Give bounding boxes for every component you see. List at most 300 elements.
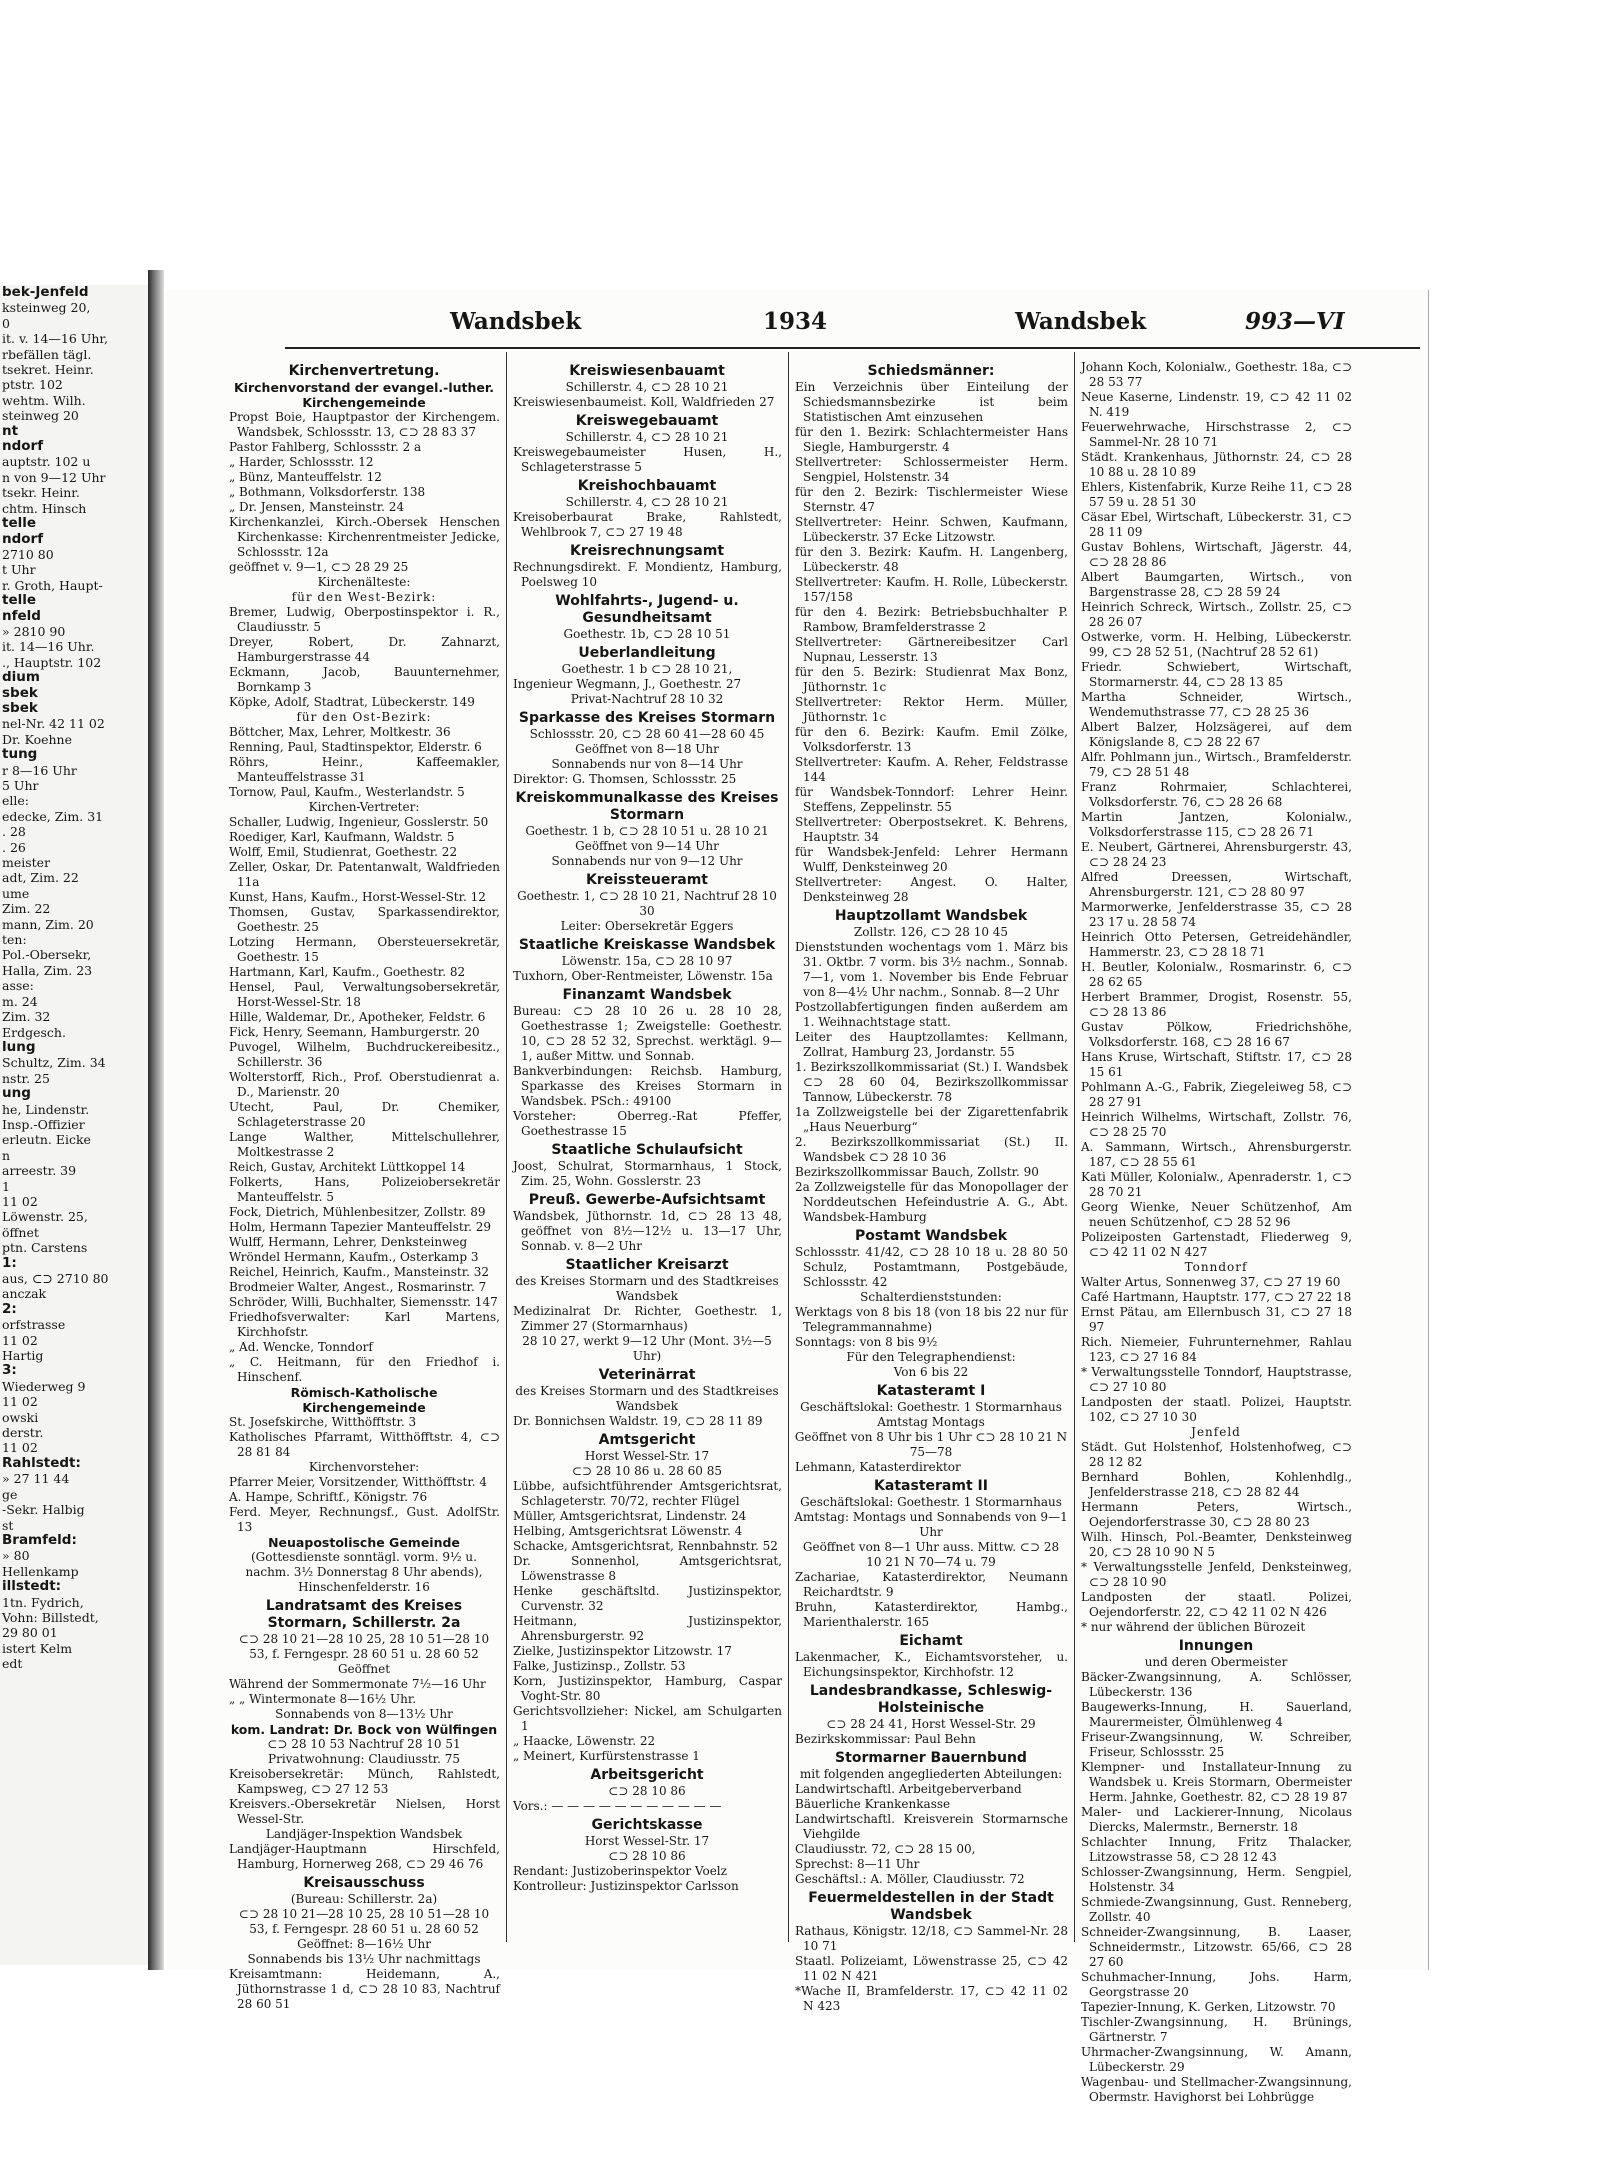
directory-entry: Heinrich Wilhelms, Wirtschaft, Zollstr. 76, ⊂⊃ 28 25 70 xyxy=(1081,1110,1352,1139)
previous-page-line: » 2810 90 xyxy=(2,623,66,639)
directory-entry: Klempner- und Installateur-Innung zu Wandsbek u. Kreis Stormarn, Obermeister Herm. Jahnke, Goethestr. 82, ⊂⊃ 28 19 87 xyxy=(1081,1760,1352,1804)
directory-entry: Landwirtschaftl. Arbeitgeberverband xyxy=(795,1782,1022,1796)
previous-page-line: Wiederweg 9 xyxy=(2,1378,86,1394)
centered-line: Kirchen-Vertreter: xyxy=(308,800,420,814)
previous-page-line: st xyxy=(2,1517,14,1533)
directory-entry: Tornow, Paul, Kaufm., Westerlandstr. 5 xyxy=(229,785,465,799)
directory-entry: Rendant: Justizoberinspektor Voelz xyxy=(513,1864,727,1878)
directory-entry: Postzollabfertigungen finden außerdem am 1. Weihnachtstage statt. xyxy=(795,1000,1068,1029)
section-heading: Kreisausschuss xyxy=(303,1875,425,1891)
centered-line: Sonnabends nur von 9—12 Uhr xyxy=(551,854,743,868)
directory-entry: Böttcher, Max, Lehrer, Moltkestr. 36 xyxy=(229,725,451,739)
directory-entry: Martha Schneider, Wirtsch., Wendemuthstrasse 77, ⊂⊃ 28 25 36 xyxy=(1081,690,1352,719)
centered-line: Sonnabends bis 13½ Uhr nachmittags xyxy=(247,1952,481,1966)
previous-page-line: orfstrasse xyxy=(2,1317,66,1333)
directory-entry: Helbing, Amtsgerichtsrat Löwenstr. 4 xyxy=(513,1524,743,1538)
column-divider xyxy=(788,352,789,1942)
directory-entry: Geschäftsl.: A. Möller, Claudiusstr. 72 xyxy=(795,1872,1025,1886)
previous-page-line: mann, Zim. 20 xyxy=(2,916,94,932)
directory-entry: Vors.: — — — — — — — — — — — xyxy=(513,1799,722,1813)
directory-entry: Zeller, Oskar, Dr. Patentanwalt, Waldfrieden 11a xyxy=(229,860,500,889)
directory-entry: Dienststunden wochentags vom 1. März bis 31. Oktbr. 7 vorm. bis 3½ nachm., Sonnab. 7—1, vom 1. November bis Ende Februar von 8—4½ Uhr nachm., Sonnab. 8—2 Uhr xyxy=(795,940,1068,999)
column-divider xyxy=(506,352,507,1942)
previous-page-line: 3: xyxy=(2,1362,17,1379)
directory-entry: Polizeiposten Gartenstadt, Fliederweg 9, ⊂⊃ 42 11 02 N 427 xyxy=(1081,1230,1352,1259)
directory-entry: Schmiede-Zwangsinnung, Gust. Rennеberg, Zollstr. 40 xyxy=(1081,1895,1352,1924)
directory-entry: Landposten der staatl. Polizei, Oejendorferstr. 22, ⊂⊃ 42 11 02 N 426 xyxy=(1081,1590,1352,1619)
subsection-heading: kom. Landrat: Dr. Bock von Wülfingen xyxy=(230,1722,498,1737)
centered-line: Kirchenälteste: xyxy=(317,575,411,589)
directory-entry: Lakenmacher, K., Eichamtsvorsteher, u. Eichungsinspektor, Kirchhofstr. 12 xyxy=(795,1650,1068,1679)
centered-line: Geöffnet von 8—18 Uhr xyxy=(575,742,719,756)
previous-page-line: » 80 xyxy=(2,1548,30,1564)
previous-page-line: it. v. 14—16 Uhr, xyxy=(2,331,108,347)
previous-page-line: telle xyxy=(2,592,37,609)
centered-line: und deren Obermeister xyxy=(1144,1655,1288,1669)
previous-page-line: t Uhr xyxy=(2,562,36,578)
directory-entry: Ehlers, Kistenfabrik, Kurze Reihe 11, ⊂⊃ 28 57 59 u. 28 51 30 xyxy=(1081,480,1352,509)
centered-line: Zollstr. 126, ⊂⊃ 28 10 45 xyxy=(853,925,1009,939)
previous-page-line: derstr. xyxy=(2,1425,44,1441)
section-heading: Arbeitsgericht xyxy=(590,1767,704,1783)
directory-entry: Dreyer, Robert, Dr. Zahnarzt, Hamburgerstrasse 44 xyxy=(229,635,500,664)
section-heading: Hauptzollamt Wandsbek xyxy=(834,908,1028,924)
directory-entry: Schuhmacher-Innung, Johs. Harm, Georgstrasse 20 xyxy=(1081,1970,1352,1999)
directory-entry: Stellvertreter: Schlossermeister Herm. Sengpiel, Holstenstr. 34 xyxy=(795,455,1068,484)
directory-entry: Bureau: ⊂⊃ 28 10 26 u. 28 10 28, Goethestrasse 1; Zweigstelle: Goethestr. 10, ⊂⊃ 28 52 32, Sprechst. werktägl. 9—1, außer Mittw. und Sonnab. xyxy=(513,1004,782,1063)
directory-entry: Rich. Niemeier, Fuhrunternehmer, Rahlau 123, ⊂⊃ 27 16 84 xyxy=(1081,1335,1352,1364)
section-heading: Katasteramt II xyxy=(874,1478,988,1494)
directory-entry: für den 5. Bezirk: Studienrat Max Bonz, Jüthornstr. 1c xyxy=(795,665,1068,694)
previous-page-line: lung xyxy=(2,1038,36,1055)
directory-entry: Staatl. Polizeiamt, Löwenstrasse 25, ⊂⊃ 42 11 02 N 421 xyxy=(795,1954,1068,1983)
directory-entry: *Wache II, Bramfelderstr. 17, ⊂⊃ 42 11 02 N 423 xyxy=(795,1984,1068,2013)
previous-page-line: edecke, Zim. 31 xyxy=(2,808,104,824)
directory-entry: Landposten der staatl. Polizei, Hauptstr. 102, ⊂⊃ 27 10 30 xyxy=(1081,1395,1352,1424)
previous-page-line: Insp.-Offizier xyxy=(2,1116,85,1132)
previous-page-line: sbek xyxy=(2,684,38,701)
directory-entry: Vorsteher: Oberreg.-Rat Pfeffer, Goethestrasse 15 xyxy=(513,1109,782,1138)
column-4 xyxy=(1080,360,1352,2104)
directory-entry: Ein Verzeichnis über Einteilung der Schiedsmannsbezirke ist beim Statistischen Amt einzusehen xyxy=(795,380,1068,424)
directory-entry: Utecht, Paul, Dr. Chemiker, Schlageterstrasse 20 xyxy=(229,1100,500,1129)
directory-entry: Stellvertreter: Rektor Herm. Müller, Jüthornstr. 1c xyxy=(795,695,1068,724)
directory-entry: Martin Jantzen, Kolonialw., Volksdorferstrasse 115, ⊂⊃ 28 26 71 xyxy=(1081,810,1352,839)
section-heading: Landratsamt des Kreises Stormarn, Schillerstr. 2a xyxy=(265,1598,463,1631)
directory-entry: Reich, Gustav, Architekt Lüttkoppel 14 xyxy=(229,1160,466,1174)
previous-page-line: 1: xyxy=(2,1254,17,1271)
directory-entry: für den 4. Bezirk: Betriebsbuchhalter P. Rambow, Bramfelderstrasse 2 xyxy=(795,605,1068,634)
directory-entry: Wolterstorff, Rich., Prof. Oberstudienrat a. D., Marienstr. 20 xyxy=(229,1070,500,1099)
directory-entry: Katholisches Pfarramt, Witthöfftstr. 4, ⊂⊃ 28 81 84 xyxy=(229,1430,500,1459)
centered-line: des Kreises Stormarn und des Stadtkreises Wandsbek xyxy=(515,1274,779,1303)
directory-entry: Rathaus, Königstr. 12/18, ⊂⊃ Sammel-Nr. 28 10 71 xyxy=(795,1924,1068,1953)
directory-entry: Dr. Sonnenhol, Amtsgerichtsrat, Löwenstrasse 8 xyxy=(513,1554,782,1583)
centered-line: Leiter: Obersekretär Eggers xyxy=(560,919,734,933)
section-heading: Preuß. Gewerbe-Aufsichtsamt xyxy=(528,1192,766,1208)
directory-entry: Kunst, Hans, Kaufm., Horst-Wessel-Str. 12 xyxy=(229,890,486,904)
directory-entry: Stellvertreter: Angest. O. Halter, Denksteinweg 28 xyxy=(795,875,1068,904)
spaced-subheading: Jenfeld xyxy=(1191,1425,1241,1439)
previous-page-line: nstr. 25 xyxy=(2,1070,50,1086)
directory-entry: Bernhard Bohlen, Kohlenhdlg., Jenfelderstrasse 218, ⊂⊃ 28 82 44 xyxy=(1081,1470,1352,1499)
centered-line: Geöffnet xyxy=(337,1662,391,1676)
directory-entry: Fock, Dietrich, Mühlenbesitzer, Zollstr. 89 xyxy=(229,1205,486,1219)
directory-entry: Reichel, Heinrich, Kaufm., Mansteinstr. 32 xyxy=(229,1265,490,1279)
directory-entry: Ernst Pätau, am Ellernbusch 31, ⊂⊃ 27 18 97 xyxy=(1081,1305,1352,1334)
centered-line: Privat-Nachtruf 28 10 32 xyxy=(570,692,724,706)
directory-entry: Städt. Krankenhaus, Jüthornstr. 24, ⊂⊃ 28 10 88 u. 28 10 89 xyxy=(1081,450,1352,479)
section-heading: Feuermeldestellen in der Stadt Wandsbek xyxy=(808,1890,1054,1923)
directory-entry: Propst Boie, Hauptpastor der Kirchengem. Wandsbek, Schlossstr. 13, ⊂⊃ 28 83 37 xyxy=(229,410,500,439)
directory-entry: Albert Baumgarten, Wirtsch., von Bargenstrasse 28, ⊂⊃ 28 59 24 xyxy=(1081,570,1352,599)
centered-line: Sonnabends von 8—13½ Uhr xyxy=(275,1707,453,1721)
previous-page-line: Pol.-Obersekr, xyxy=(2,947,92,963)
directory-entry: Schacke, Amtsgerichtsrat, Rennbahnstr. 52 xyxy=(513,1539,778,1553)
spaced-subheading: Tonndorf xyxy=(1184,1260,1248,1274)
section-heading: Ueberlandleitung xyxy=(578,645,716,661)
section-heading: Eichamt xyxy=(899,1633,963,1649)
directory-entry: Tuxhorn, Ober-Rentmeister, Löwenstr. 15a xyxy=(513,969,773,983)
directory-entry: Schlossstr. 41/42, ⊂⊃ 28 10 18 u. 28 80 50 Schulz, Postamtmann, Postgebäude, Schlossstr. 42 xyxy=(795,1245,1068,1289)
previous-page-line: n von 9—12 Uhr xyxy=(2,469,106,485)
previous-page-line: m. 24 xyxy=(2,993,38,1009)
section-heading: Katasteramt I xyxy=(876,1383,986,1399)
previous-page-line: 29 80 01 xyxy=(2,1625,58,1641)
directory-entry: 1a Zollzweigstelle bei der Zigarettenfabrik „Haus Neuerburg“ xyxy=(795,1105,1068,1134)
centered-line: Von 6 bis 22 xyxy=(893,1365,969,1379)
previous-page-line: nt xyxy=(2,422,19,439)
directory-entry: für den 2. Bezirk: Tischlermeister Wiese Sternstr. 47 xyxy=(795,485,1068,514)
directory-entry: geöffnet v. 9—1, ⊂⊃ 28 29 25 xyxy=(229,560,409,574)
section-heading: Kirchenvertretung. xyxy=(288,363,440,379)
directory-entry: für den 3. Bezirk: Kaufm. H. Langenberg, Lübeckerstr. 48 xyxy=(795,545,1068,574)
previous-page-line: » 27 11 44 xyxy=(2,1471,70,1487)
directory-entry: Heinrich Otto Petersen, Getreidehändler, Hammerstr. 23, ⊂⊃ 28 18 71 xyxy=(1081,930,1352,959)
centered-line: Löwenstr. 15a, ⊂⊃ 28 10 97 xyxy=(561,954,733,968)
directory-entry: Medizinalrat Dr. Richter, Goethestr. 1, Zimmer 27 (Stormarnhaus) xyxy=(513,1304,782,1333)
centered-line: ⊂⊃ 28 10 53 Nachtruf 28 10 51 Privatwohnung: Claudiusstr. 75 xyxy=(267,1737,461,1766)
directory-entry: Friedhofsverwalter: Karl Martens, Kirchhofstr. xyxy=(229,1310,500,1339)
subsection-heading: Römisch-Katholische Kirchengemeinde xyxy=(290,1385,438,1415)
directory-entry: Gustav Bohlens, Wirtschaft, Jägerstr. 44, ⊂⊃ 28 28 86 xyxy=(1081,540,1352,569)
directory-entry: Pohlmann A.-G., Fabrik, Ziegeleiweg 58, ⊂⊃ 28 27 91 xyxy=(1081,1080,1352,1109)
previous-page-fragment xyxy=(0,285,150,1965)
directory-entry: * nur während der üblichen Bürozeit xyxy=(1081,1620,1306,1634)
previous-page-line: rbefällen tägl. xyxy=(2,346,92,362)
directory-entry: Sonntags: von 8 bis 9½ xyxy=(795,1335,938,1349)
directory-entry: Kati Müller, Kolonialw., Apenraderstr. 1, ⊂⊃ 28 70 21 xyxy=(1081,1170,1352,1199)
directory-entry: Stellvertreter: Kaufm. H. Rolle, Lübeckerstr. 157/158 xyxy=(795,575,1068,604)
previous-page-line: ge xyxy=(2,1486,18,1502)
previous-page-line: 1tn. Fydrich, xyxy=(2,1594,84,1610)
section-heading: Amtsgericht xyxy=(598,1432,696,1448)
directory-entry: Ferd. Meyer, Rechnungsf., Gust. AdolfStr. 13 xyxy=(229,1505,500,1534)
centered-line: ⊂⊃ 28 10 86 xyxy=(608,1849,686,1863)
directory-entry: „ Dr. Jensen, Mansteinstr. 24 xyxy=(229,500,405,514)
directory-entry: Bäuerliche Krankenkasse xyxy=(795,1797,951,1811)
previous-page-line: Rahlstedt: xyxy=(2,1454,81,1471)
previous-page-line: n xyxy=(2,1147,11,1163)
directory-entry: Rechnungsdirekt. F. Mondientz, Hamburg, Poelsweg 10 xyxy=(513,560,782,589)
header-year: 1934 xyxy=(763,308,828,335)
centered-line: ⊂⊃ 28 10 21—28 10 25, 28 10 51—28 10 53, f. Ferngespr. 28 60 51 u. 28 60 52 xyxy=(238,1632,490,1661)
directory-entry: Puvogel, Wilhelm, Buchdruckereibesitz., Schillerstr. 36 xyxy=(229,1040,500,1069)
previous-page-line: ndorf xyxy=(2,530,44,547)
previous-page-line: arreestr. 39 xyxy=(2,1163,77,1179)
directory-entry: Zachariae, Katasterdirektor, Neumann Reichardtstr. 9 xyxy=(795,1570,1068,1599)
directory-entry: „ Bothmann, Volksdorferstr. 138 xyxy=(229,485,426,499)
directory-entry: „ Meinert, Kurfürstenstrasse 1 xyxy=(513,1749,700,1763)
previous-page-line: Vohn: Billstedt, xyxy=(2,1609,99,1625)
directory-entry: Kirchenkanzlei, Kirch.-Obersek Henschen Kirchenkasse: Kirchenrentmeister Jedicke, Schlossstr. 12a xyxy=(229,515,500,559)
header-left-title: Wandsbek xyxy=(450,308,582,335)
spaced-subheading: für den West-Bezirk: xyxy=(291,590,437,604)
directory-entry: 2a Zollzweigstelle für das Monopollager der Norddeutschen Hefeindustrie A. G., Abt. Wandsbek-Hamburg xyxy=(795,1180,1068,1224)
column-divider xyxy=(1074,352,1075,1942)
section-heading: Sparkasse des Kreises Stormarn xyxy=(518,710,776,726)
directory-entry: Kreisamtmann: Heidemann, A., Jüthornstrasse 1 d, ⊂⊃ 28 10 83, Nachtruf 28 60 51 xyxy=(229,1967,500,2011)
directory-entry: Claudiusstr. 72, ⊂⊃ 28 15 00, xyxy=(795,1842,976,1856)
subsection-heading: Neuapostolische Gemeinde xyxy=(268,1535,460,1550)
book-gutter xyxy=(148,270,164,1970)
directory-entry: A. Sammann, Wirtsch., Ahrensburgerstr. 187, ⊂⊃ 28 55 61 xyxy=(1081,1140,1352,1169)
directory-entry: Gerichtsvollzieher: Nickel, am Schulgarten 1 xyxy=(513,1704,782,1733)
previous-page-line: Zim. 32 xyxy=(2,1009,51,1025)
centered-line: Amtstag: Montags und Sonnabends von 9—1 Uhr xyxy=(794,1510,1068,1539)
previous-page-line: 2: xyxy=(2,1300,17,1317)
previous-page-line: nfeld xyxy=(2,607,41,624)
centered-line: des Kreises Stormarn und des Stadtkreises Wandsbek xyxy=(515,1384,779,1413)
directory-entry: Zielke, Justizinspektor Litzowstr. 17 xyxy=(513,1644,732,1658)
directory-entry: 2. Bezirkszollkommissariat (St.) II. Wandsbek ⊂⊃ 28 10 36 xyxy=(795,1135,1068,1164)
directory-entry: Cäsar Ebel, Wirtschaft, Lübeckerstr. 31, ⊂⊃ 28 11 09 xyxy=(1081,510,1352,539)
directory-entry: Bruhn, Katasterdirektor, Hambg., Marienthalerstr. 165 xyxy=(795,1600,1068,1629)
previous-page-line: adt, Zim. 22 xyxy=(2,870,79,886)
previous-page-line: erleutn. Eicke xyxy=(2,1132,91,1148)
directory-entry: Während der Sommermonate 7½—16 Uhr xyxy=(229,1677,486,1691)
previous-page-line: 2710 80 xyxy=(2,546,54,562)
centered-line: Schalterdienststunden: xyxy=(860,1290,1002,1304)
directory-entry: E. Neubert, Gärtnerei, Ahrensburgerstr. 43, ⊂⊃ 28 24 23 xyxy=(1081,840,1352,869)
previous-page-line: nel-Nr. 42 11 02 xyxy=(2,716,105,732)
directory-entry: Kreiswiesenbaumeist. Koll, Waldfrieden 27 xyxy=(513,395,775,409)
previous-page-line: tsekret. Heinr. xyxy=(2,362,94,378)
centered-line: Sonnabends nur von 8—14 Uhr xyxy=(551,757,743,771)
centered-line: 28 10 27, werkt 9—12 Uhr (Mont. 3½—5 Uhr) xyxy=(522,1334,772,1363)
previous-page-line: anczak xyxy=(2,1286,47,1302)
directory-entry: Walter Artus, Sonnenweg 37, ⊂⊃ 27 19 60 xyxy=(1081,1275,1341,1289)
directory-entry: Marmorwerke, Jenfelderstrasse 35, ⊂⊃ 28 23 17 u. 28 58 74 xyxy=(1081,900,1352,929)
subsection-heading: Kirchenvorstand der evangel.-luther. Kirchengemeinde xyxy=(234,380,494,410)
centered-line: ⊂⊃ 28 24 41, Horst Wessel-Str. 29 xyxy=(826,1717,1036,1731)
previous-page-line: r 8—16 Uhr xyxy=(2,762,77,778)
directory-entry: Werktags von 8 bis 18 (von 18 bis 22 nur für Telegrammannahme) xyxy=(795,1305,1068,1334)
header-rule xyxy=(285,347,1420,349)
previous-page-line: tsekr. Heinr. xyxy=(2,485,80,501)
previous-page-line: Schultz, Zim. 34 xyxy=(2,1055,106,1071)
directory-entry: Kontrolleur: Justizinspektor Carlsson xyxy=(513,1879,739,1893)
centered-line: Geöffnet von 8—1 Uhr auss. Mittw. ⊂⊃ 28 10 21 N 70—74 u. 79 xyxy=(802,1540,1060,1569)
previous-page-line: Halla, Zim. 23 xyxy=(2,962,93,978)
section-heading: Schiedsmänner: xyxy=(867,363,995,379)
directory-entry: Albert Balzer, Holzsägerei, auf dem Königslande 8, ⊂⊃ 28 22 67 xyxy=(1081,720,1352,749)
directory-entry: Eckmann, Jacob, Bauunternehmer, Bornkamp 3 xyxy=(229,665,500,694)
directory-entry: Georg Wienke, Neuer Schützenhof, Am neuen Schützenhof, ⊂⊃ 28 52 96 xyxy=(1081,1200,1352,1229)
directory-entry: Wulff, Hermann, Lehrer, Denksteinweg xyxy=(229,1235,468,1249)
directory-entry: Johann Koch, Kolonialw., Goethestr. 18a, ⊂⊃ 28 53 77 xyxy=(1081,360,1352,389)
directory-entry: Joost, Schulrat, Stormarnhaus, 1 Stock, Zim. 25, Wohn. Gosslerstr. 23 xyxy=(513,1159,782,1188)
directory-entry: Stellvertreter: Oberpostsekret. K. Behrens, Hauptstr. 34 xyxy=(795,815,1068,844)
directory-entry: Landjäger-Hauptmann Hirschfeld, Hamburg, Hornerweg 268, ⊂⊃ 29 46 76 xyxy=(229,1842,500,1871)
directory-entry: Stellvertreter: Kaufm. A. Reher, Feldstrasse 144 xyxy=(795,755,1068,784)
directory-entry: Baugewerks-Innung, H. Sauerland, Maurermeister, Ölmühlenweg 4 xyxy=(1081,1700,1352,1729)
directory-entry: Bäcker-Zwangsinnung, A. Schlösser, Lübeckerstr. 136 xyxy=(1081,1670,1352,1699)
section-heading: Finanzamt Wandsbek xyxy=(562,987,732,1003)
directory-entry: Uhrmacher-Zwangsinnung, W. Amann, Lübeckerstr. 29 xyxy=(1081,2045,1352,2074)
centered-line: Horst Wessel-Str. 17 xyxy=(584,1834,710,1848)
directory-entry: Lübbe, aufsichtführender Amtsgerichtsrat, Schlageterstr. 70/72, rechter Flügel xyxy=(513,1479,782,1508)
directory-entry: Kreisoberbaurat Brake, Rahlstedt, Wehlbrook 7, ⊂⊃ 27 19 48 xyxy=(513,510,782,539)
directory-entry: „ „ Wintermonate 8—16½ Uhr. xyxy=(229,1692,417,1706)
centered-line: Schillerstr. 4, ⊂⊃ 28 10 21 xyxy=(565,430,729,444)
directory-entry: Neue Kaserne, Lindenstr. 19, ⊂⊃ 42 11 02 N. 419 xyxy=(1081,390,1352,419)
directory-entry: Thomsen, Gustav, Sparkassendirektor, Goethestr. 25 xyxy=(229,905,500,934)
centered-line: Schlossstr. 20, ⊂⊃ 28 60 41—28 60 45 xyxy=(529,727,765,741)
directory-entry: Müller, Amtsgerichtsrat, Lindenstr. 24 xyxy=(513,1509,747,1523)
directory-entry: Brodmeier Walter, Angest., Rosmarinstr. 7 xyxy=(229,1280,487,1294)
previous-page-line: ume xyxy=(2,885,30,901)
column-1 xyxy=(228,360,500,2011)
directory-entry: Ingenieur Wegmann, J., Goethestr. 27 xyxy=(513,677,742,691)
directory-entry: Hermann Peters, Wirtsch., Oejendorferstrasse 30, ⊂⊃ 28 80 23 xyxy=(1081,1500,1352,1529)
directory-entry: Schlachter Innung, Fritz Thalacker, Litzowstrasse 58, ⊂⊃ 28 12 43 xyxy=(1081,1835,1352,1864)
directory-entry: Henke geschäftsltd. Justizinspektor, Curvenstr. 32 xyxy=(513,1584,782,1613)
centered-line: Landjäger-Inspektion Wandsbek xyxy=(265,1827,463,1841)
centered-line: Horst Wessel-Str. 17 xyxy=(584,1449,710,1463)
column-3 xyxy=(794,360,1068,2013)
directory-entry: 1. Bezirkszollkommissariat (St.) I. Wandsbek ⊂⊃ 28 60 04, Bezirkszollkommissar Tannow, Lübeckerstr. 78 xyxy=(795,1060,1068,1104)
centered-line: (Bureau: Schillerstr. 2a) xyxy=(290,1892,438,1906)
directory-entry: für Wandsbek-Tonndorf: Lehrer Heinr. Steffens, Zeppelinstr. 55 xyxy=(795,785,1068,814)
previous-page-line: istert Kelm xyxy=(2,1640,73,1656)
centered-line: ⊂⊃ 28 10 86 xyxy=(608,1784,686,1798)
section-heading: Kreishochbauamt xyxy=(577,478,717,494)
centered-line: ⊂⊃ 28 10 86 u. 28 60 85 xyxy=(572,1464,722,1478)
directory-entry: „ C. Heitmann, für den Friedhof i. Hinschenf. xyxy=(229,1355,500,1384)
previous-page-line: 11 02 xyxy=(2,1193,38,1209)
directory-entry: für den 6. Bezirk: Kaufm. Emil Zölke, Volksdorferstr. 13 xyxy=(795,725,1068,754)
directory-entry: Schlosser-Zwangsinnung, Herm. Sengpiel, Holstenstr. 34 xyxy=(1081,1865,1352,1894)
directory-entry: Schneider-Zwangsinnung, B. Laaser, Schneidermstr., Litzowstr. 65/66, ⊂⊃ 28 27 60 xyxy=(1081,1925,1352,1969)
section-heading: Veterinärrat xyxy=(598,1367,696,1383)
section-heading: Kreissteueramt xyxy=(586,872,708,888)
directory-entry: Bezirkskommissar: Paul Behn xyxy=(795,1732,976,1746)
section-heading: Staatliche Schulaufsicht xyxy=(551,1142,743,1158)
previous-page-line: Zim. 22 xyxy=(2,901,51,917)
page-header xyxy=(285,308,1425,348)
directory-entry: Leiter des Hauptzollamtes: Kellmann, Zollrat, Hamburg 23, Jordanstr. 55 xyxy=(795,1030,1068,1059)
directory-entry: Alfr. Pohlmann jun., Wirtsch., Bramfelderstr. 79, ⊂⊃ 28 51 48 xyxy=(1081,750,1352,779)
previous-page-line: Erdgesch. xyxy=(2,1024,66,1040)
directory-entry: Fick, Henry, Seemann, Hamburgerstr. 20 xyxy=(229,1025,480,1039)
centered-line: Geöffnet von 9—14 Uhr xyxy=(575,839,719,853)
previous-page-line: -Sekr. Halbig xyxy=(2,1502,85,1518)
previous-page-line: Hartig xyxy=(2,1348,44,1364)
directory-entry: Schröder, Willi, Buchhalter, Siemensstr. 147 xyxy=(229,1295,498,1309)
directory-entry: Friseur-Zwangsinnung, W. Schreiber, Friseur, Schlossstr. 25 xyxy=(1081,1730,1352,1759)
header-page-number: 993—VI xyxy=(1245,308,1345,335)
previous-page-line: Löwenstr. 25, xyxy=(2,1209,88,1225)
previous-page-line: meister xyxy=(2,855,51,871)
previous-page-line: r. Groth, Haupt- xyxy=(2,577,103,593)
previous-page-line: chtm. Hinsch xyxy=(2,500,87,516)
header-right-title: Wandsbek xyxy=(1015,308,1147,335)
section-heading: Kreiskommunalkasse des Kreises Stormarn xyxy=(515,790,779,823)
section-heading: Innungen xyxy=(1178,1638,1254,1654)
directory-entry: Feuerwehrwache, Hirschstrasse 2, ⊂⊃ Sammel-Nr. 28 10 71 xyxy=(1081,420,1352,449)
previous-page-line: ung xyxy=(2,1085,31,1102)
directory-entry: Maler- und Lackierer-Innung, Nicolaus Diercks, Malermstr., Bernerstr. 18 xyxy=(1081,1805,1352,1834)
centered-line: Schillerstr. 4, ⊂⊃ 28 10 21 xyxy=(565,495,729,509)
previous-page-line: Bramfeld: xyxy=(2,1531,77,1548)
directory-entry: Heinrich Schreck, Wirtsch., Zollstr. 25, ⊂⊃ 28 26 07 xyxy=(1081,600,1352,629)
directory-entry: Stellvertreter: Gärtnereibesitzer Carl Nupnau, Lesserstr. 13 xyxy=(795,635,1068,664)
directory-entry: Röhrs, Heinr., Kaffeemakler, Manteuffelstrasse 31 xyxy=(229,755,500,784)
directory-entry: Wilh. Hinsch, Pol.-Beamter, Denksteinweg 20, ⊂⊃ 28 10 90 N 5 xyxy=(1081,1530,1352,1559)
directory-entry: Städt. Gut Holstenhof, Holstenhofweg, ⊂⊃ 28 12 82 xyxy=(1081,1440,1352,1469)
directory-entry: Hille, Waldemar, Dr., Apotheker, Feldstr. 6 xyxy=(229,1010,486,1024)
previous-page-line: tung xyxy=(2,746,38,763)
centered-line: Goethestr. 1, ⊂⊃ 28 10 21, Nachtruf 28 10 30 xyxy=(517,889,777,918)
directory-entry: „ Haacke, Löwenstr. 22 xyxy=(513,1734,656,1748)
directory-entry: Sprechst: 8—11 Uhr xyxy=(795,1857,920,1871)
directory-entry: Wagenbau- und Stellmacher-Zwangsinnung, Obermstr. Havighorst bei Lohbrügge xyxy=(1081,2075,1352,2104)
directory-entry: Lehmann, Katasterdirektor xyxy=(795,1460,961,1474)
previous-page-line: sbek xyxy=(2,699,38,716)
centered-line: Geöffnet: 8—16½ Uhr xyxy=(297,1937,431,1951)
directory-entry: Friedr. Schwiebert, Wirtschaft, Stormarnerstr. 44, ⊂⊃ 28 13 85 xyxy=(1081,660,1352,689)
centered-line: Kirchenvorsteher: xyxy=(308,1460,420,1474)
directory-entry: Tischler-Zwangsinnung, H. Brünings, Gärtnerstr. 7 xyxy=(1081,2015,1352,2044)
previous-page-line: Hellenkamp xyxy=(2,1563,79,1579)
directory-entry: Herbert Brammer, Drogist, Rosenstr. 55, ⊂⊃ 28 13 86 xyxy=(1081,990,1352,1019)
centered-line: ⊂⊃ 28 10 21—28 10 25, 28 10 51—28 10 53, f. Ferngespr. 28 60 51 u. 28 60 52 xyxy=(238,1907,490,1936)
previous-page-line: illstedt: xyxy=(2,1578,62,1595)
section-heading: Staatlicher Kreisarzt xyxy=(565,1257,729,1273)
previous-page-line: . 28 xyxy=(2,824,26,840)
directory-entry: Renning, Paul, Stadtinspektor, Elderstr. 6 xyxy=(229,740,482,754)
directory-entry: „ Ad. Wencke, Tonndorf xyxy=(229,1340,373,1354)
directory-entry: Direktor: G. Thomsen, Schlossstr. 25 xyxy=(513,772,737,786)
previous-page-line: Dr. Koehne xyxy=(2,731,72,747)
column-2 xyxy=(512,360,782,1940)
directory-entry: Wröndel Hermann, Kaufm., Osterkamp 3 xyxy=(229,1250,479,1264)
directory-entry: Gustav Pölkow, Friedrichshöhe, Volksdorferstr. 168, ⊂⊃ 28 16 67 xyxy=(1081,1020,1352,1049)
directory-entry: A. Hampe, Schriftf., Königstr. 76 xyxy=(229,1490,428,1504)
section-heading: Stormarner Bauernbund xyxy=(835,1750,1027,1766)
previous-page-line: dium xyxy=(2,669,40,686)
centered-line: Geschäftslokal: Goethestr. 1 Stormarnhaus xyxy=(800,1400,1062,1414)
directory-entry: Alfred Dreessen, Wirtschaft, Ahrensburgerstr. 121, ⊂⊃ 28 80 97 xyxy=(1081,870,1352,899)
directory-entry: Wandsbek, Jüthornstr. 1d, ⊂⊃ 28 13 48, geöffnet von 8½—12½ u. 13—17 Uhr, Sonnab. v. 8—2 Uhr xyxy=(513,1209,782,1253)
centered-line: Geschäftslokal: Goethestr. 1 Stormarnhaus xyxy=(800,1495,1062,1509)
directory-entry: Kreisvers.-Obersekretär Nielsen, Horst Wessel-Str. xyxy=(229,1797,500,1826)
previous-page-line: wehtm. Wilh. xyxy=(2,392,86,408)
previous-page-line: 5 Uhr xyxy=(2,778,39,793)
centered-line: Goethestr. 1 b, ⊂⊃ 28 10 51 u. 28 10 21 xyxy=(525,824,769,838)
section-heading: Wohlfahrts-, Jugend- u. Gesundheitsamt xyxy=(555,593,739,626)
